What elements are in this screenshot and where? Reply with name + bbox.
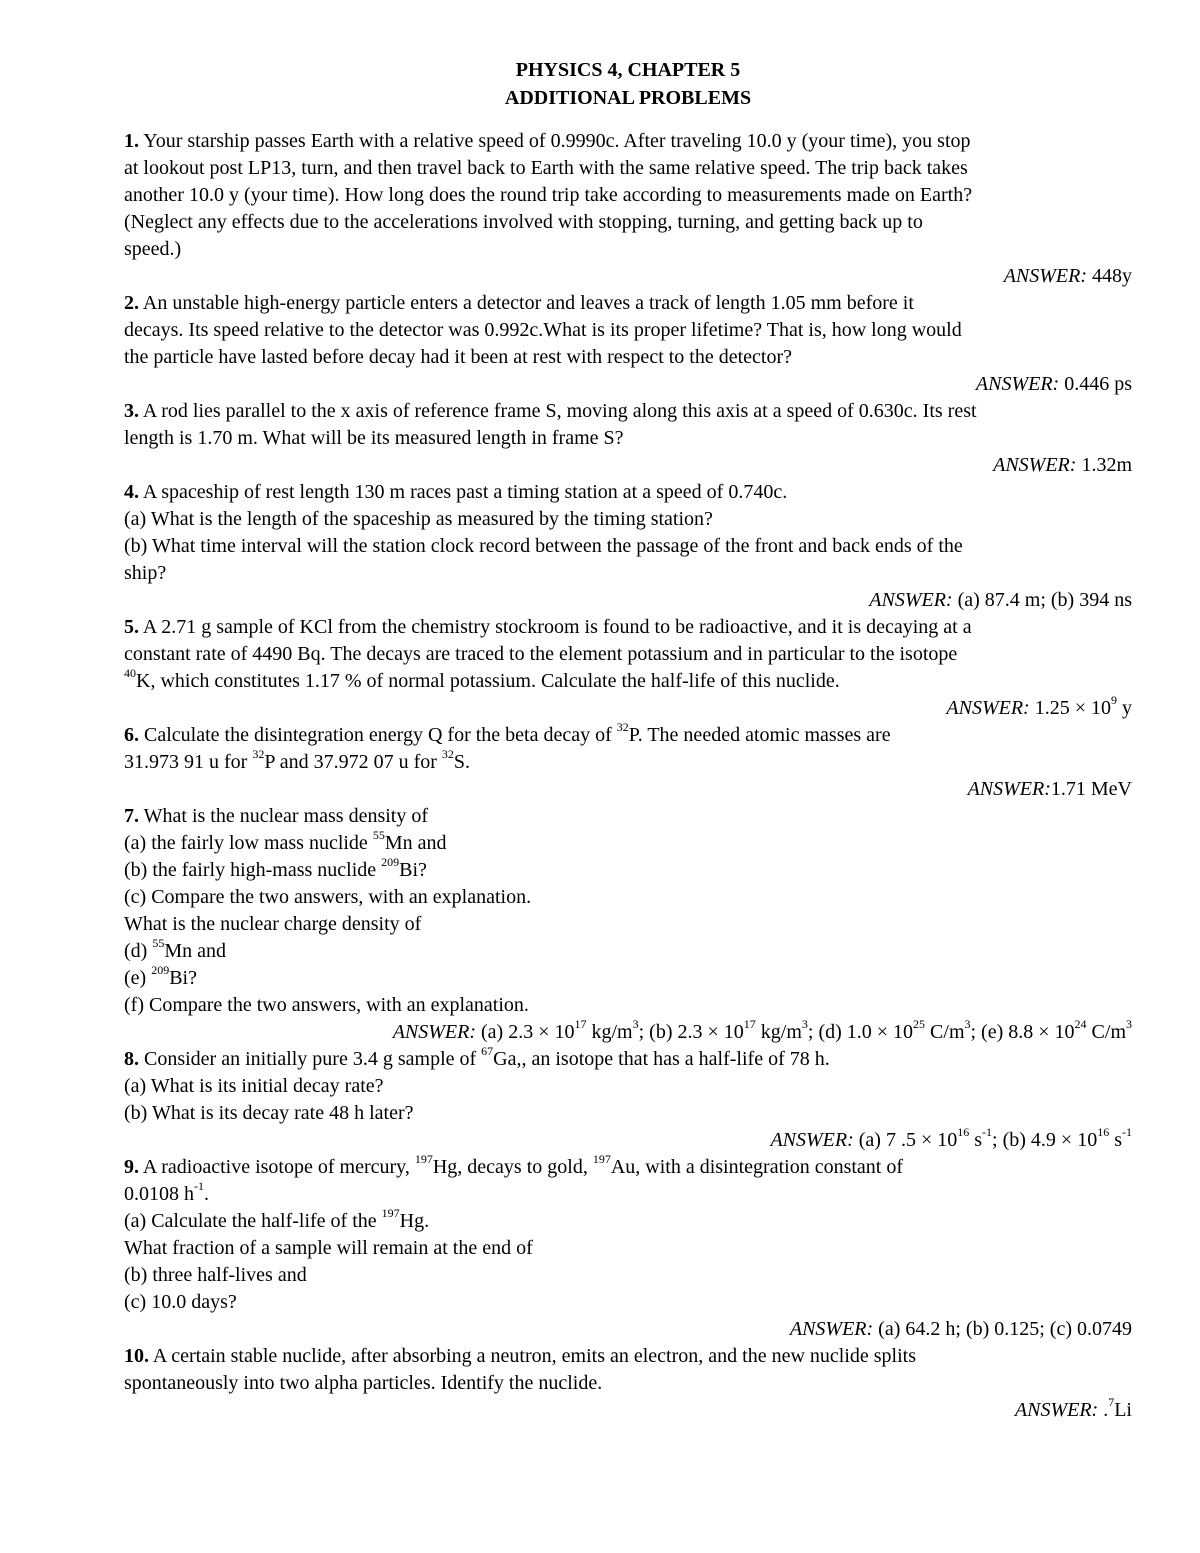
problem-part-f: (f) Compare the two answers, with an explanation. [124, 994, 529, 1016]
page-subtitle: ADDITIONAL PROBLEMS [504, 87, 752, 109]
problem-number: 8 [124, 1048, 134, 1070]
problem-text: another 10.0 y (your time). How long does the round trip take according to measurements made on Earth? [124, 184, 973, 206]
answer: ANSWER: (a) $2.3 \times 10^{17}$ $kg/m^3$; (b) $2.3 \times 10^{17}$ $kg/m^3$; (d) $1.0 \times 10^{25}$ $C/m^3$; (e) $8.8 \times 10^{24}$ $C/m^3$ [392, 1017, 1132, 1043]
problem-part-c: (c) Compare the two answers, with an explanation. [124, 886, 532, 908]
problem-number: 10 [124, 1345, 144, 1367]
problem-part-b: (b) the fairly high-mass nuclide $^{209}$Bi? [124, 855, 427, 881]
problem-1: 1. Your starship passes Earth with a relative speed of 0.9990c. After traveling 10.0 y (your time), you stop at lookout post LP13, turn, and then travel back to Earth with the same relative speed. The trip back takes another 10.0 y (your time). How long does the round trip take according to measurements made on Earth? (Neglect any effects due to the accelerations involved with stopping, turning, and getting back up to speed.) ANSWER: 448y [124, 128, 1132, 290]
problem-part-a: (a) What is its initial decay rate? [124, 1075, 384, 1097]
problem-number: 6 [124, 724, 134, 746]
problem-list [124, 128, 1132, 1424]
problem-part-b: (b) three half-lives and [124, 1264, 307, 1286]
problem-text: 31.973 91 u for $^{32}$P and 37.972 07 u for $^{32}$S. [124, 747, 471, 773]
problem-part-c: (c) 10.0 days? [124, 1291, 237, 1313]
problem-2: 2. An unstable high-energy particle enters a detector and leaves a track of length 1.05 mm before it decays. Its speed relative to the detector was 0.992c.What is its proper lifetime? That is, how long would the particle have lasted before decay had it been at rest with respect to the detector? ANSWER: 0.446 ps [124, 290, 1132, 398]
problem-part-d: (d) $^{55}$Mn and [124, 936, 226, 962]
answer: ANSWER: 0.446 ps [975, 373, 1132, 395]
document-page [124, 56, 1132, 1424]
problem-number: 2 [124, 292, 134, 314]
answer: ANSWER: 448y [1003, 265, 1132, 287]
problem-3: 3. A rod lies parallel to the x axis of reference frame S, moving along this axis at a speed of 0.630c. Its rest length is 1.70 m. What will be its measured length in frame S? ANSWER: 1.32m [124, 398, 1132, 479]
problem-text: An unstable high-energy particle enters a detector and leaves a track of length 1.05 mm before it [142, 292, 914, 314]
problem-5: 5. A 2.71 g sample of KCl from the chemistry stockroom is found to be radioactive, and it is decaying at a constant rate of 4490 Bq. The decays are traced to the element potassium and in particular to the isotope $^{40}$K, which constitutes 1.17 % of normal potassium. Calculate the half-life of this nuclide. ANSWER: $1.25 \times 10^9$ y [124, 614, 1132, 722]
problem-text: the particle have lasted before decay had it been at rest with respect to the detector? [124, 346, 793, 368]
problem-text: length is 1.70 m. What will be its measured length in frame S? [124, 427, 624, 449]
problem-text: ship? [124, 562, 167, 584]
answer: ANSWER: 1.32m [993, 454, 1132, 476]
problem-number: 5 [124, 616, 134, 638]
problem-text: A rod lies parallel to the x axis of reference frame S, moving along this axis at a speed of 0.630c. Its rest [142, 400, 977, 422]
problem-text: constant rate of 4490 Bq. The decays are traced to the element potassium and in particular to the isotope [124, 643, 958, 665]
problem-8: 8. Consider an initially pure 3.4 g sample of $^{67}$Ga,, an isotope that has a half-life of 78 h. (a) What is its initial decay rate? (b) What is its decay rate 48 h later? ANSWER: (a) 7 $.5 \times 10^{16}$ $s^{-1}$; (b) $4.9 \times 10^{16}$ $s^{-1}$ [124, 1046, 1132, 1154]
problem-text: speed.) [124, 238, 182, 260]
problem-6: 6. Calculate the disintegration energy Q for the beta decay of $^{32}$P. The needed atomic masses are 31.973 91 u for $^{32}$P and 37.972 07 u for $^{32}$S. ANSWER:1.71 MeV [124, 722, 1132, 803]
problem-text: What is the nuclear charge density of [124, 913, 422, 935]
problem-number: 4 [124, 481, 134, 503]
problem-number: 7 [124, 805, 134, 827]
problem-text: decays. Its speed relative to the detector was 0.992c.What is its proper lifetime? That is, how long would [124, 319, 962, 341]
problem-10: 10. A certain stable nuclide, after absorbing a neutron, emits an electron, and the new nuclide splits spontaneously into two alpha particles. Identify the nuclide. ANSWER: .$^7$Li [124, 1343, 1132, 1424]
problem-text: A spaceship of rest length 130 m races past a timing station at a speed of 0.740c. [142, 481, 788, 503]
problem-7: 7. What is the nuclear mass density of (a) the fairly low mass nuclide $^{55}$Mn and (b) the fairly high-mass nuclide $^{209}$Bi? (c) Compare the two answers, with an explanation. What is the nuclear charge density of (d) $^{55}$Mn and (e) $^{209}$Bi? (f) Compare the two answers, with an explanation. ANSWER: (a) $2.3 \times 10^{17}$ $kg/m^3$; (b) $2.3 \times 10^{17}$ $kg/m^3$; (d) $1.0 \times 10^{25}$ $C/m^3$; (e) $8.8 \times 10^{24}$ $C/m^3$ [124, 803, 1132, 1046]
problem-text: A certain stable nuclide, after absorbing a neutron, emits an electron, and the new nuclide splits [152, 1345, 916, 1367]
problem-text: (Neglect any effects due to the accelerations involved with stopping, turning, and getting back up to [124, 211, 923, 233]
problem-text: Your starship passes Earth with a relative speed of 0.9990c. After traveling 10.0 y (your time), you stop [143, 130, 971, 152]
problem-number: 9 [124, 1156, 134, 1178]
problem-text: A 2.71 g sample of KCl from the chemistry stockroom is found to be radioactive, and it is decaying at a [142, 616, 972, 638]
problem-number: 3 [124, 400, 134, 422]
problem-text: (a) What is the length of the spaceship as measured by the timing station? [124, 508, 713, 530]
answer: ANSWER: $1.25 \times 10^9$ y [946, 693, 1132, 719]
answer: ANSWER: .$^7$Li [1014, 1395, 1132, 1421]
problem-text: at lookout post LP13, turn, and then travel back to Earth with the same relative speed. The trip back takes [124, 157, 968, 179]
answer: ANSWER:1.71 MeV [967, 778, 1132, 800]
problem-text: spontaneously into two alpha particles. Identify the nuclide. [124, 1372, 603, 1394]
problem-9: 9. A radioactive isotope of mercury, $^{197}$Hg, decays to gold, $^{197}$Au, with a disintegration constant of 0.0108 $h^{-1}$. (a) Calculate the half-life of the $^{197}$Hg. What fraction of a sample will remain at the end of (b) three half-lives and (c) 10.0 days? ANSWER: (a) 64.2 h; (b) 0.125; (c) 0.0749 [124, 1154, 1132, 1343]
problem-part-a: (a) Calculate the half-life of the $^{197}$Hg. [124, 1206, 430, 1232]
problem-part-a: (a) the fairly low mass nuclide $^{55}$Mn and [124, 828, 447, 854]
problem-part-e: (e) $^{209}$Bi? [124, 963, 197, 989]
problem-part-b: (b) What is its decay rate 48 h later? [124, 1102, 414, 1124]
problem-text: 0.0108 $h^{-1}$. [124, 1179, 209, 1205]
problem-number: 1 [124, 130, 134, 152]
problem-4: 4. A spaceship of rest length 130 m races past a timing station at a speed of 0.740c. (a) What is the length of the spaceship as measured by the timing station? (b) What time interval will the station clock record between the passage of the front and back ends of the ship? ANSWER: (a) 87.4 m; (b) 394 ns [124, 479, 1132, 614]
problem-text: $^{40}$K, which constitutes 1.17 % of normal potassium. Calculate the half-life of this nuclide. [124, 666, 840, 692]
answer: ANSWER: (a) 64.2 h; (b) 0.125; (c) 0.0749 [789, 1318, 1132, 1340]
problem-text: What fraction of a sample will remain at the end of [124, 1237, 533, 1259]
answer: ANSWER: (a) 7 $.5 \times 10^{16}$ $s^{-1}$; (b) $4.9 \times 10^{16}$ $s^{-1}$ [770, 1125, 1132, 1151]
answer: ANSWER: (a) 87.4 m; (b) 394 ns [869, 589, 1132, 611]
page-title: PHYSICS 4, CHAPTER 5 [515, 59, 741, 81]
problem-text: (b) What time interval will the station clock record between the passage of the front and back ends of the [124, 535, 963, 557]
